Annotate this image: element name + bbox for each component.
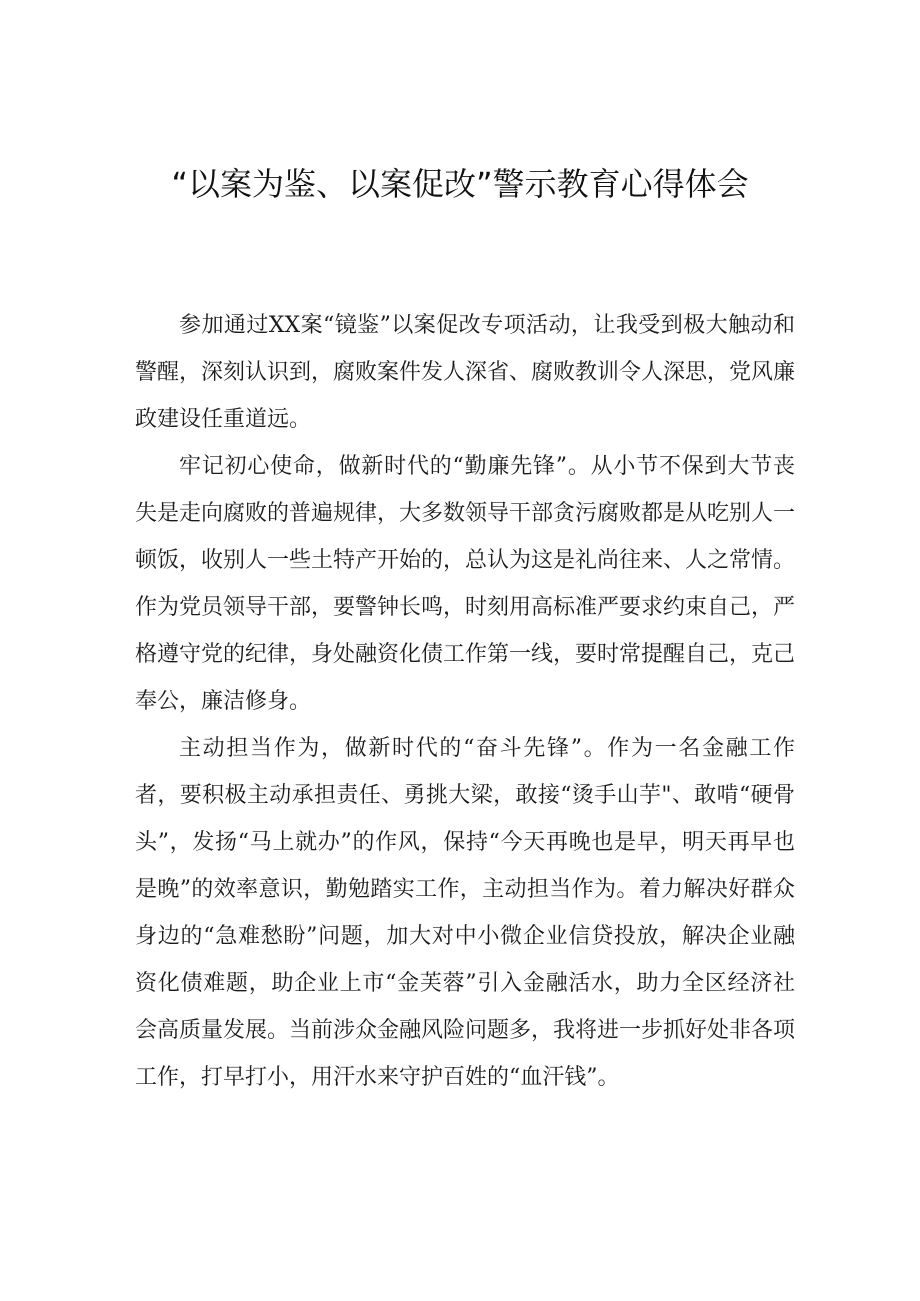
paragraph-intro: 参加通过XX案“镜鉴”以案促改专项活动，让我受到极大触动和警醒，深刻认识到，腐败案件发人深省、腐败教训令人深思，党风廉政建设任重道远。 (135, 313, 796, 432)
document-title: “以案为鉴、以案促改”警示教育心得体会 (171, 165, 749, 203)
paragraph-integrity-pioneer: 牢记初心使命，做新时代的“勤廉先锋”。从小节不保到大节丧失是走向腐败的普遍规律，大多数领导干部贪污腐败都是从吃别人一顿饭，收别人一些土特产开始的，总认为这是礼尚往来、人之常情。作为党员领导干部，要警钟长鸣，时刻用高标准严要求约束自己，严格遵守党的纪律，身处融资化债工作第一线，要时常提醒自己，克己奉公，廉洁修身。 (135, 454, 796, 714)
document-body (135, 302, 795, 1101)
paragraph-struggle-pioneer: 主动担当作为，做新时代的“奋斗先锋”。作为一名金融工作者，要积极主动承担责任、勇挑大梁，敢接“烫手山芋"、敢啃“硬骨头”，发扬“马上就办”的作风，保持“今天再晚也是早，明天再早也是晚”的效率意识，勤勉踏实工作，主动担当作为。着力解决好群众身边的“急难愁盼”问题，加大对中小微企业信贷投放，解决企业融资化债难题，助企业上市“金芙蓉”引入金融活水，助力全区经济社会高质量发展。当前涉众金融风险问题多，我将进一步抓好处非各项工作，打早打小，用汗水来守护百姓的“血汗钱”。 (135, 736, 796, 1090)
